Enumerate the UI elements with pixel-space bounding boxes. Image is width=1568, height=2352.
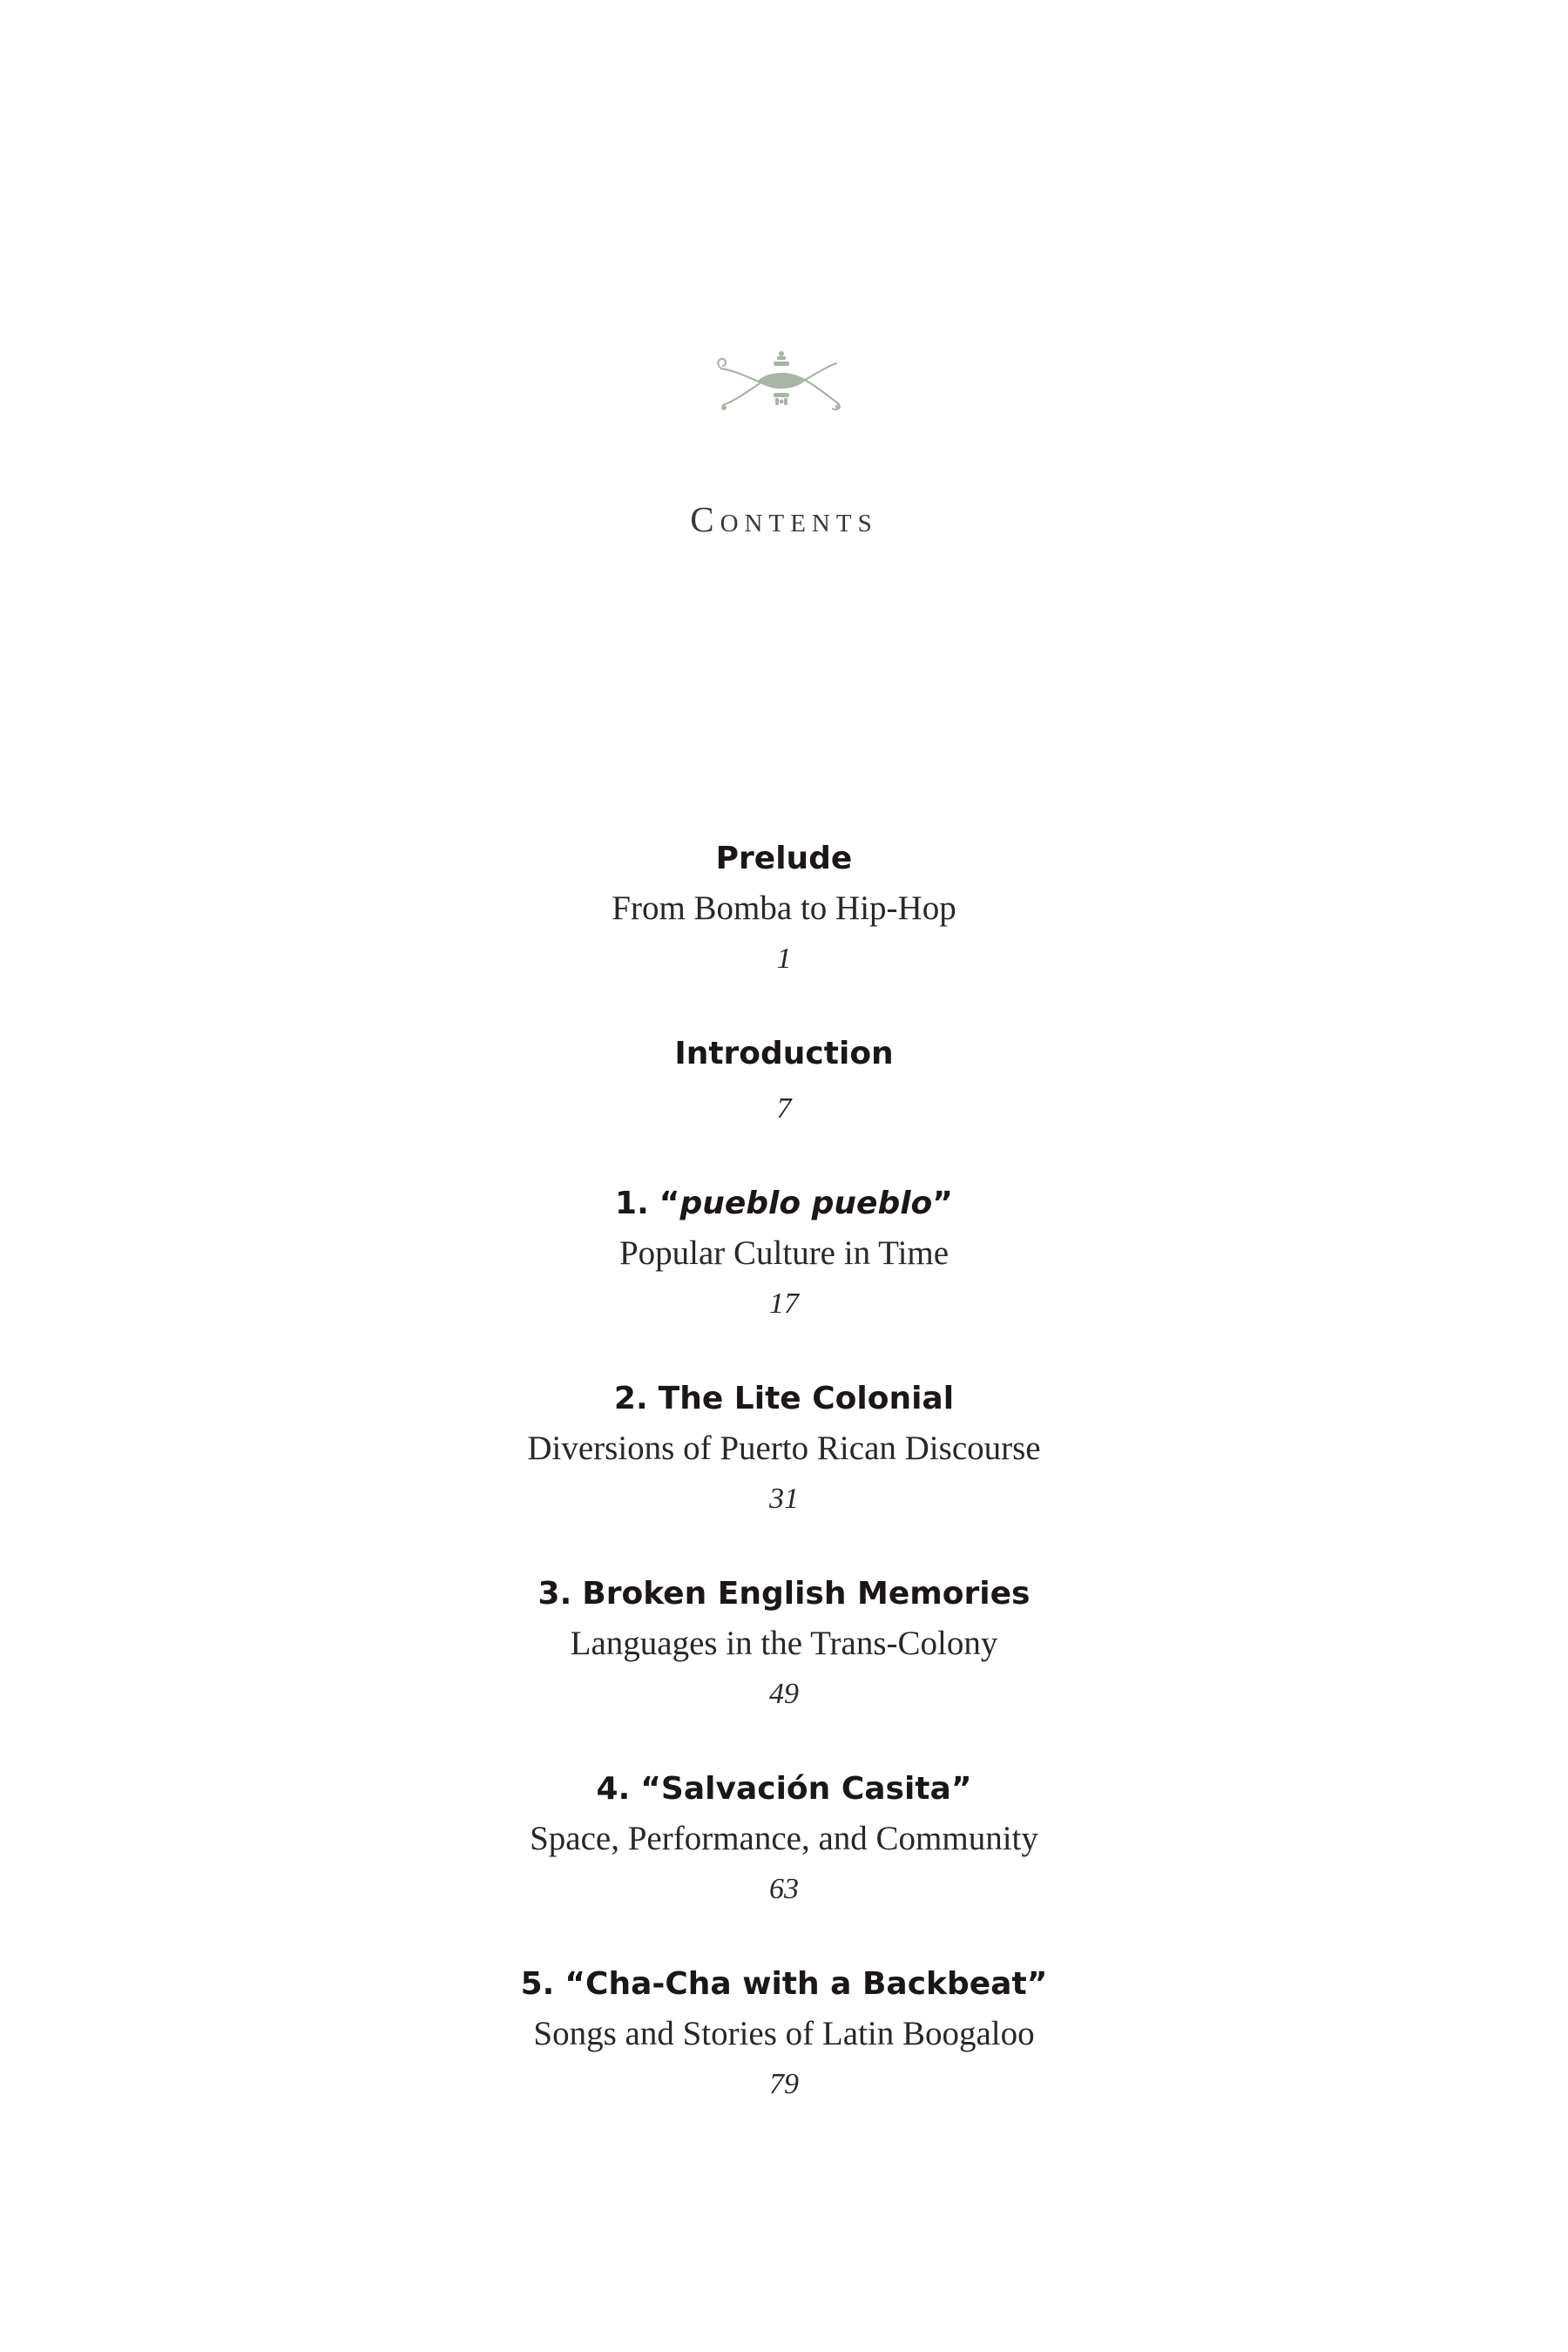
toc-entry-prelude[interactable] xyxy=(0,835,1568,984)
open-quote: “ xyxy=(659,1186,680,1221)
close-quote: ” xyxy=(950,1771,972,1807)
entry-page-number: 79 xyxy=(769,2068,799,2100)
entry-page-number: 31 xyxy=(769,1483,799,1515)
toc-entry-chapter-3[interactable] xyxy=(0,1570,1568,1720)
page-title: Contents xyxy=(690,499,878,539)
entry-title xyxy=(0,1960,1568,2009)
chapter-number: 5. xyxy=(520,1966,555,2002)
entry-title xyxy=(0,1375,1568,1423)
entry-page-number: 63 xyxy=(769,1873,799,1905)
entry-title-italic: pueblo pueblo xyxy=(679,1186,933,1221)
entry-title-text: Introduction xyxy=(674,1036,894,1071)
taino-fish-ornament-icon xyxy=(714,344,845,414)
entry-subtitle: Space, Performance, and Community xyxy=(530,1820,1038,1857)
entry-page-number: 49 xyxy=(769,1678,799,1710)
entry-title xyxy=(0,1765,1568,1814)
table-of-contents xyxy=(0,835,1568,2110)
close-quote: ” xyxy=(1026,1966,1048,2002)
entry-subtitle: Languages in the Trans-Colony xyxy=(570,1625,998,1662)
entry-page-number: 17 xyxy=(769,1288,799,1320)
toc-entry-chapter-1[interactable] xyxy=(0,1179,1568,1329)
close-quote: ” xyxy=(932,1186,953,1221)
entry-subtitle: From Bomba to Hip-Hop xyxy=(612,889,956,927)
entry-title-text: The Lite Colonial xyxy=(658,1381,955,1416)
entry-title xyxy=(0,835,1568,883)
chapter-number: 3. xyxy=(537,1576,572,1612)
entry-title xyxy=(0,1179,1568,1228)
entry-title xyxy=(0,1030,1568,1078)
toc-entry-chapter-2[interactable] xyxy=(0,1375,1568,1524)
chapter-number: 4. xyxy=(596,1771,631,1807)
entry-page-number: 7 xyxy=(776,1092,792,1125)
entry-subtitle: Songs and Stories of Latin Boogaloo xyxy=(533,2015,1035,2052)
chapter-number: 1. xyxy=(615,1186,649,1221)
toc-entry-introduction[interactable] xyxy=(0,1030,1568,1134)
entry-title-text: Salvación Casita xyxy=(660,1771,951,1807)
open-quote: “ xyxy=(564,1966,586,2002)
chapter-number: 2. xyxy=(613,1381,648,1416)
entry-subtitle: Popular Culture in Time xyxy=(618,1234,950,1272)
open-quote: “ xyxy=(640,1771,661,1807)
toc-entry-chapter-5[interactable] xyxy=(0,1960,1568,2110)
entry-page-number: 1 xyxy=(776,943,792,975)
entry-title-text: Broken English Memories xyxy=(582,1576,1031,1612)
entry-title xyxy=(0,1570,1568,1619)
toc-entry-chapter-4[interactable] xyxy=(0,1765,1568,1915)
entry-title-text: Cha-Cha with a Backbeat xyxy=(585,1966,1027,2002)
entry-title-text: Prelude xyxy=(715,841,853,876)
entry-subtitle: Diversions of Puerto Rican Discourse xyxy=(527,1429,1041,1467)
